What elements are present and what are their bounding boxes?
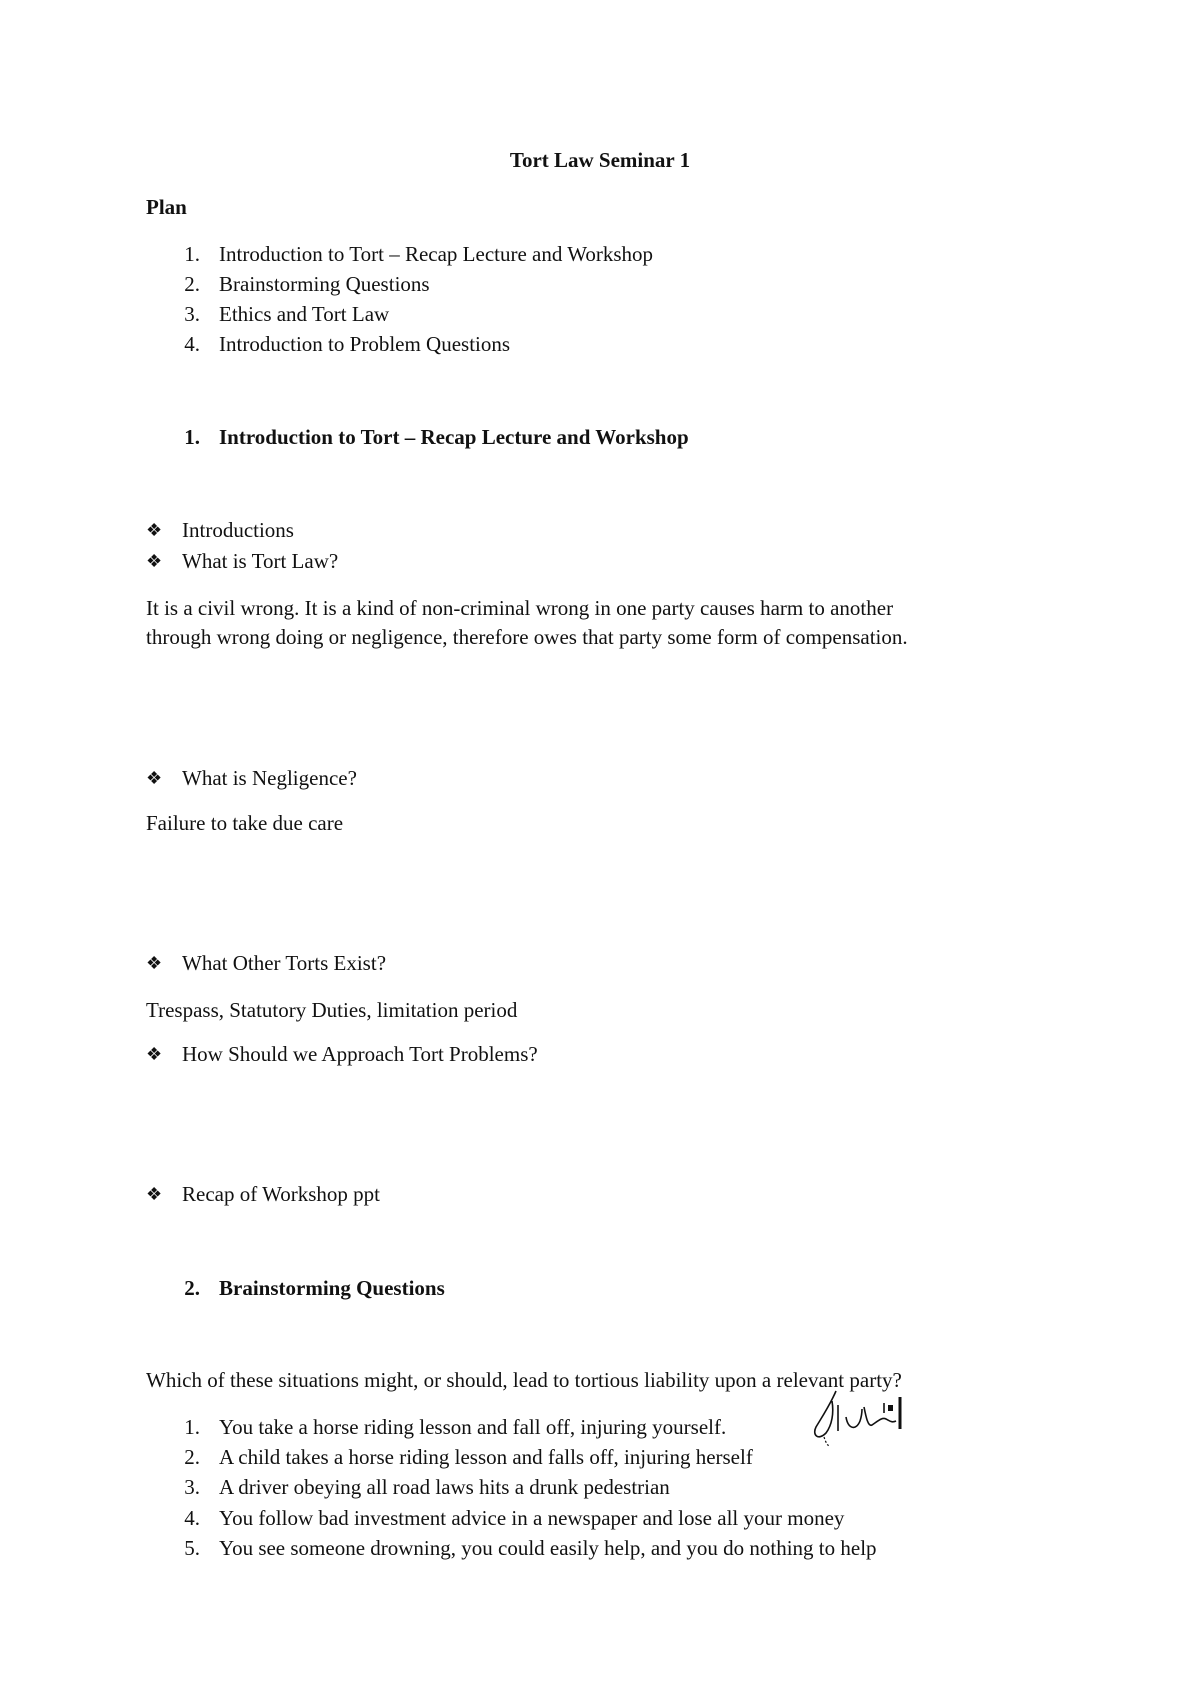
tort-law-answer-line-2: through wrong doing or negligence, therefore owes that party some form of compensation. [146, 625, 908, 649]
question-number: 1. [184, 1415, 200, 1439]
plan-item: Brainstorming Questions [219, 272, 430, 296]
question-item: A driver obeying all road laws hits a drunk pedestrian [219, 1475, 670, 1499]
other-torts-answer: Trespass, Statutory Duties, limitation period [146, 998, 518, 1022]
brainstorm-intro: Which of these situations might, or should, lead to tortious liability upon a relevant party? [146, 1368, 902, 1392]
question-item: You follow bad investment advice in a newspaper and lose all your money [219, 1506, 845, 1530]
section-1-heading: Introduction to Tort – Recap Lecture and Workshop [219, 425, 689, 449]
bullet-approach-tort-problems: How Should we Approach Tort Problems? [182, 1042, 538, 1066]
question-number: 5. [184, 1536, 200, 1560]
tort-law-answer-line-1: It is a civil wrong. It is a kind of non-criminal wrong in one party causes harm to another [146, 596, 894, 620]
section-1-number: 1. [184, 425, 200, 449]
plan-item: Introduction to Problem Questions [219, 332, 511, 356]
section-2-heading: Brainstorming Questions [219, 1276, 445, 1300]
bullet-icon: ❖ [146, 768, 163, 788]
document-title: Tort Law Seminar 1 [509, 148, 691, 172]
question-item: You see someone drowning, you could easily help, and you do nothing to help [219, 1536, 877, 1560]
bullet-icon: ❖ [146, 520, 163, 540]
bullet-icon: ❖ [146, 1184, 163, 1204]
bullet-what-is-negligence: What is Negligence? [182, 766, 357, 790]
question-item: You take a horse riding lesson and fall off, injuring yourself. [219, 1415, 727, 1439]
question-number: 3. [184, 1475, 200, 1499]
plan-item: Introduction to Tort – Recap Lecture and Workshop [219, 242, 654, 266]
section-2-number: 2. [184, 1276, 200, 1300]
bullet-icon: ❖ [146, 953, 163, 973]
bullet-what-is-tort-law: What is Tort Law? [182, 549, 339, 573]
question-number: 2. [184, 1445, 200, 1469]
bullet-icon: ❖ [146, 551, 163, 571]
question-number: 4. [184, 1506, 200, 1530]
question-item: A child takes a horse riding lesson and falls off, injuring herself [219, 1445, 753, 1469]
plan-item-number: 3. [184, 302, 200, 326]
bullet-icon: ❖ [146, 1044, 163, 1064]
bullet-introductions: Introductions [182, 518, 294, 542]
plan-item-number: 2. [184, 272, 200, 296]
handwritten-signature-mark [808, 1387, 926, 1449]
bullet-recap-workshop: Recap of Workshop ppt [182, 1182, 380, 1206]
negligence-answer: Failure to take due care [146, 811, 344, 835]
bullet-other-torts: What Other Torts Exist? [182, 951, 387, 975]
plan-item: Ethics and Tort Law [219, 302, 390, 326]
plan-item-number: 4. [184, 332, 200, 356]
plan-heading: Plan [146, 195, 187, 219]
plan-item-number: 1. [184, 242, 200, 266]
